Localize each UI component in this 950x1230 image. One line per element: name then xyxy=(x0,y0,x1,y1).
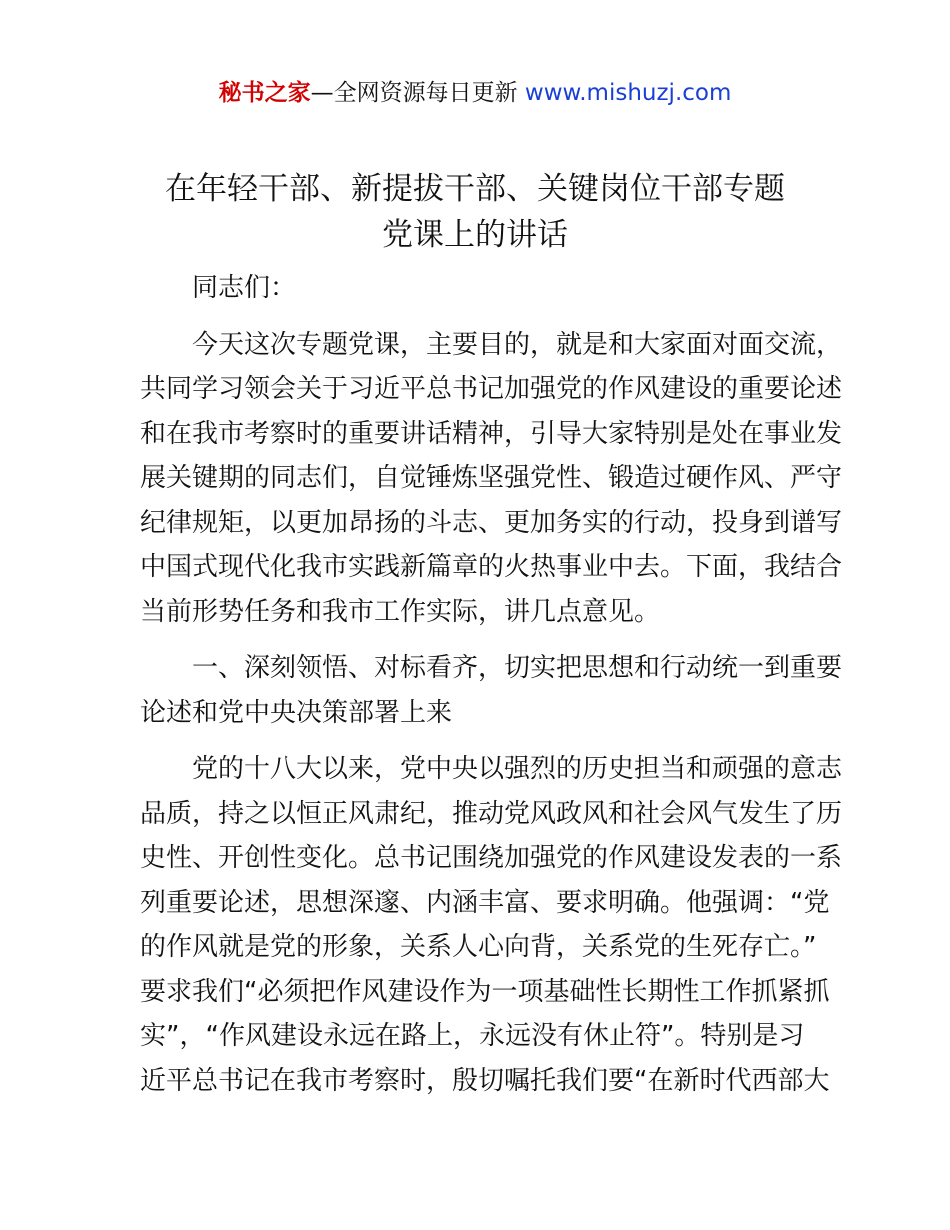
paragraph-line: 中国式现代化我市实践新篇章的火热事业中去。下面，我结合 xyxy=(140,552,843,582)
paragraph-line: 今天这次专题党课，主要目的，就是和大家面对面交流， xyxy=(192,329,843,360)
paragraph-line: 品质，持之以恒正风肃纪，推动党风政风和社会风气发生了历 xyxy=(140,798,843,829)
paragraph-2 xyxy=(140,747,843,1103)
paragraph-line: 史性、开创性变化。总书记围绕加强党的作风建设发表的一系 xyxy=(140,843,843,873)
paragraph-line: 纪律规矩，以更加昂扬的斗志、更加务实的行动，投身到谱写 xyxy=(140,507,843,538)
site-header xyxy=(0,78,950,108)
site-brand: 秘书之家 xyxy=(218,80,311,106)
paragraph-line: 展关键期的同志们，自觉锤炼坚强党性、锻造过硬作风、严守 xyxy=(140,463,843,493)
paragraph-1 xyxy=(140,323,843,635)
section-heading-line: 一、深刻领悟、对标看齐，切实把思想和行动统一到重要 xyxy=(192,653,843,683)
site-tagline: —全网资源每日更新 xyxy=(310,80,525,106)
paragraph-line: 共同学习领会关于习近平总书记加强党的作风建设的重要论述 xyxy=(140,374,843,404)
section-heading-line: 论述和党中央决策部署上来 xyxy=(140,697,453,728)
document-title xyxy=(110,166,840,258)
document-body xyxy=(140,266,843,1103)
paragraph-line: 的作风就是党的形象，关系人心向背，关系党的生死存亡。” xyxy=(140,932,817,962)
site-url-link[interactable]: www.mishuzj.com xyxy=(524,80,732,106)
section-heading-1 xyxy=(140,646,843,735)
paragraph-line: 和在我市考察时的重要讲话精神，引导大家特别是处在事业发 xyxy=(140,418,843,449)
paragraph-line: 要求我们“必须把作风建设作为一项基础性长期性工作抓紧抓 xyxy=(140,976,830,1007)
paragraph-line: 近平总书记在我市考察时，殷切嘱托我们要“在新时代西部大 xyxy=(140,1065,830,1096)
paragraph-line: 列重要论述，思想深邃、内涵丰富、要求明确。他强调：“党 xyxy=(140,887,830,918)
salutation: 同志们： xyxy=(192,273,297,303)
title-line-2: 党课上的讲话 xyxy=(382,217,568,253)
title-line-1: 在年轻干部、新提拔干部、关键岗位干部专题 xyxy=(165,171,785,207)
paragraph-line: 实”，“作风建设永远在路上，永远没有休止符”。特别是习 xyxy=(140,1021,805,1051)
paragraph-line: 党的十八大以来，党中央以强烈的历史担当和顽强的意志 xyxy=(192,754,843,784)
paragraph-line: 当前形势任务和我市工作实际，讲几点意见。 xyxy=(140,596,661,627)
